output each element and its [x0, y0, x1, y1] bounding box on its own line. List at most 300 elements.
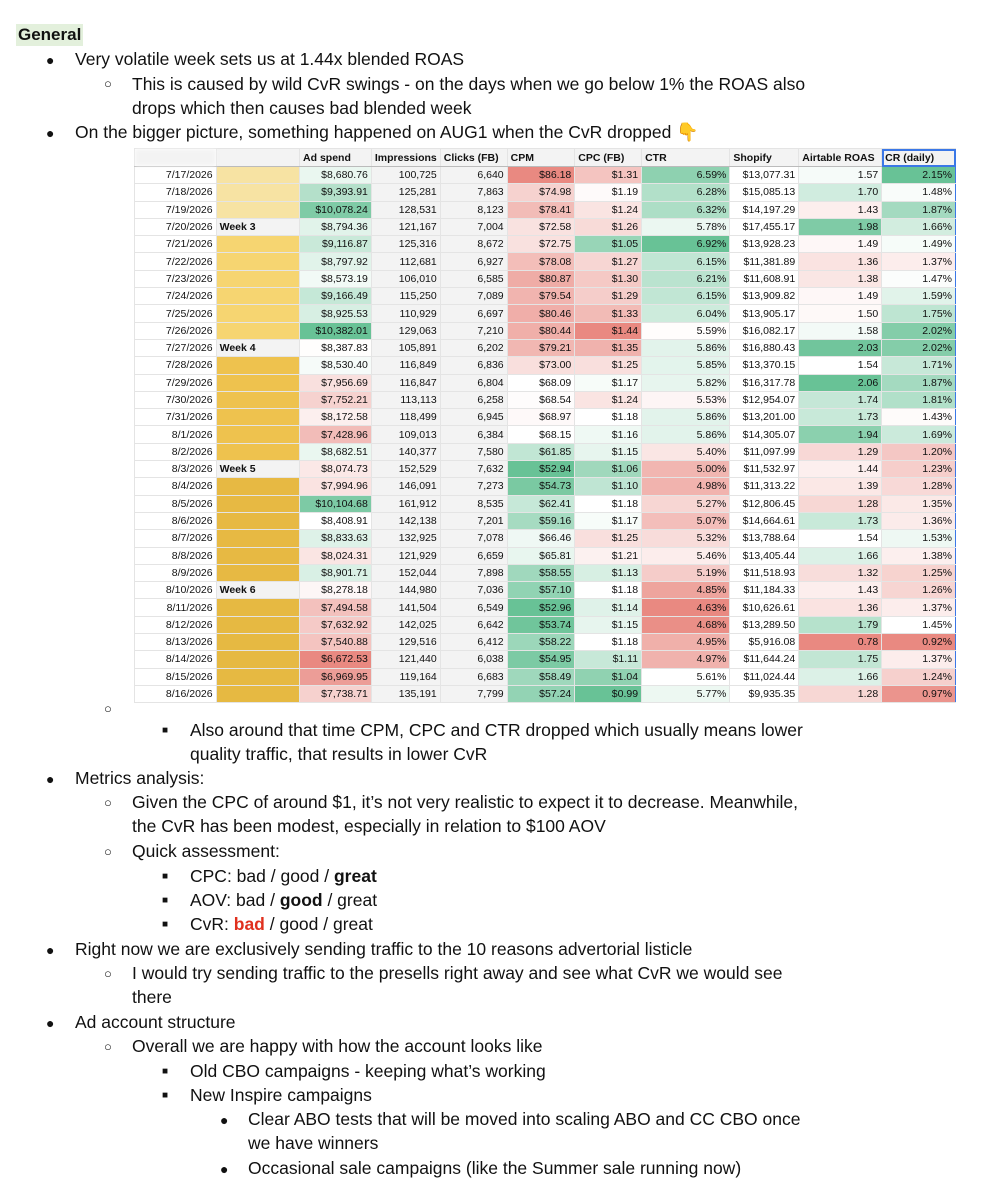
cell-date: 8/2/2026	[135, 443, 217, 460]
cell-clicks: 6,927	[440, 253, 507, 270]
cell-airtable-roas: 2.03	[799, 339, 882, 356]
text-line	[75, 120, 699, 144]
cell-week	[216, 495, 299, 512]
cell-ctr: 6.59%	[642, 167, 730, 184]
text-line: This is caused by wild CvR swings - on the days when we go below 1% the ROAS also	[132, 74, 806, 94]
cell-cpc: $1.15	[575, 443, 642, 460]
table-row	[135, 218, 956, 235]
cell-shopify: $11,518.93	[730, 564, 799, 581]
cell-ctr: 6.21%	[642, 270, 730, 287]
text-line: quality traffic, that results in lower CvR	[190, 744, 488, 764]
cell-shopify: $13,201.00	[730, 409, 799, 426]
cell-cpc: $1.18	[575, 582, 642, 599]
header-ctr: CTR	[642, 149, 730, 167]
table-row	[135, 599, 956, 616]
cell-ctr: 6.92%	[642, 236, 730, 253]
cell-cpm: $62.41	[507, 495, 575, 512]
table-row	[135, 184, 956, 201]
cell-shopify: $14,305.07	[730, 426, 799, 443]
header-cr-daily: CR (daily)	[882, 149, 956, 167]
cell-week: Week 3	[216, 218, 299, 235]
cell-ctr: 5.61%	[642, 668, 730, 685]
cell-impressions: 152,529	[371, 461, 440, 478]
cell-week	[216, 322, 299, 339]
assessment-text: / great	[322, 890, 378, 910]
cell-cpc: $1.04	[575, 668, 642, 685]
cell-ctr: 5.00%	[642, 461, 730, 478]
table-row	[135, 426, 956, 443]
cell-clicks: 6,804	[440, 374, 507, 391]
cell-airtable-roas: 1.66	[799, 547, 882, 564]
cell-airtable-roas: 1.39	[799, 478, 882, 495]
cell-cpc: $1.25	[575, 530, 642, 547]
cell-impressions: 125,316	[371, 236, 440, 253]
cell-date: 8/11/2026	[135, 599, 217, 616]
assessment-aov	[190, 888, 377, 912]
cell-date: 7/27/2026	[135, 339, 217, 356]
cell-shopify: $5,916.08	[730, 634, 799, 651]
cell-date: 8/14/2026	[135, 651, 217, 668]
cell-cr-daily: 1.87%	[882, 374, 956, 391]
table-row	[135, 253, 956, 270]
cell-week	[216, 305, 299, 322]
cell-clicks: 7,863	[440, 184, 507, 201]
cell-cpm: $74.98	[507, 184, 575, 201]
cell-week	[216, 270, 299, 287]
cell-impressions: 128,531	[371, 201, 440, 218]
cell-airtable-roas: 2.06	[799, 374, 882, 391]
cell-ad-spend: $8,024.31	[300, 547, 372, 564]
cell-ad-spend: $8,682.51	[300, 443, 372, 460]
cell-airtable-roas: 1.75	[799, 651, 882, 668]
bullet-circle: ○	[104, 76, 112, 91]
text-line: Occasional sale campaigns (like the Summer sale running now)	[248, 1158, 742, 1178]
cell-shopify: $11,532.97	[730, 461, 799, 478]
cell-airtable-roas: 1.43	[799, 201, 882, 218]
cell-impressions: 100,725	[371, 167, 440, 184]
text-line: Quick assessment:	[132, 841, 280, 861]
cell-ctr: 5.77%	[642, 685, 730, 702]
cell-airtable-roas: 1.44	[799, 461, 882, 478]
cell-date: 7/31/2026	[135, 409, 217, 426]
table-row	[135, 495, 956, 512]
cell-shopify: $11,097.99	[730, 443, 799, 460]
cell-airtable-roas: 1.79	[799, 616, 882, 633]
text-line: we have winners	[248, 1133, 379, 1153]
cell-clicks: 6,038	[440, 651, 507, 668]
cell-ctr: 6.15%	[642, 288, 730, 305]
table-header-row	[135, 149, 956, 167]
cell-cr-daily: 1.24%	[882, 668, 956, 685]
cell-airtable-roas: 1.73	[799, 512, 882, 529]
bullet-dot: ●	[46, 125, 55, 141]
cell-ad-spend: $8,794.36	[300, 218, 372, 235]
cell-clicks: 7,210	[440, 322, 507, 339]
cell-clicks: 7,004	[440, 218, 507, 235]
assessment-text: CPC: bad / good /	[190, 866, 334, 886]
cell-cr-daily: 1.25%	[882, 564, 956, 581]
cell-date: 7/21/2026	[135, 236, 217, 253]
cell-cr-daily: 1.37%	[882, 599, 956, 616]
text-line: Old CBO campaigns - keeping what’s working	[190, 1061, 546, 1081]
cell-cpm: $68.54	[507, 391, 575, 408]
cell-impressions: 119,164	[371, 668, 440, 685]
cell-cpc: $1.24	[575, 391, 642, 408]
cell-clicks: 6,836	[440, 357, 507, 374]
cell-week	[216, 443, 299, 460]
cell-date: 7/28/2026	[135, 357, 217, 374]
cell-impressions: 152,044	[371, 564, 440, 581]
cell-week	[216, 599, 299, 616]
cell-airtable-roas: 1.32	[799, 564, 882, 581]
text-line: the CvR has been modest, especially in relation to $100 AOV	[132, 816, 606, 836]
cell-cpc: $1.18	[575, 495, 642, 512]
cell-cpm: $80.44	[507, 322, 575, 339]
cell-cr-daily: 1.69%	[882, 426, 956, 443]
cell-week	[216, 512, 299, 529]
cell-cpm: $54.73	[507, 478, 575, 495]
cell-clicks: 7,201	[440, 512, 507, 529]
cell-cpc: $1.30	[575, 270, 642, 287]
header-ad-spend: Ad spend	[300, 149, 372, 167]
cell-shopify: $16,880.43	[730, 339, 799, 356]
cell-cpm: $86.18	[507, 167, 575, 184]
header-clicks: Clicks (FB)	[440, 149, 507, 167]
cell-date: 8/16/2026	[135, 685, 217, 702]
cell-impressions: 115,250	[371, 288, 440, 305]
cell-cpm: $66.46	[507, 530, 575, 547]
table-row	[135, 530, 956, 547]
cell-ad-spend: $8,530.40	[300, 357, 372, 374]
cell-clicks: 6,258	[440, 391, 507, 408]
table-row	[135, 201, 956, 218]
cell-date: 8/12/2026	[135, 616, 217, 633]
cell-date: 8/4/2026	[135, 478, 217, 495]
text-line: I would try sending traffic to the presells right away and see what CvR we would see	[132, 963, 783, 983]
cell-airtable-roas: 1.57	[799, 167, 882, 184]
text-line: there	[132, 987, 172, 1007]
cell-ctr: 4.97%	[642, 651, 730, 668]
cell-ctr: 4.68%	[642, 616, 730, 633]
cell-week	[216, 357, 299, 374]
table-row	[135, 685, 956, 702]
cell-airtable-roas: 1.28	[799, 495, 882, 512]
bullet-square: ■	[162, 1090, 169, 1101]
cell-cpm: $78.08	[507, 253, 575, 270]
cell-shopify: $11,313.22	[730, 478, 799, 495]
cell-date: 8/8/2026	[135, 547, 217, 564]
cell-cpc: $1.31	[575, 167, 642, 184]
cell-week	[216, 616, 299, 633]
cell-cr-daily: 1.49%	[882, 236, 956, 253]
cell-date: 7/30/2026	[135, 391, 217, 408]
header-week	[216, 149, 299, 167]
cell-shopify: $16,317.78	[730, 374, 799, 391]
cell-cpc: $1.29	[575, 288, 642, 305]
cell-week	[216, 236, 299, 253]
cell-week: Week 6	[216, 582, 299, 599]
cell-ctr: 4.95%	[642, 634, 730, 651]
cell-ad-spend: $8,797.92	[300, 253, 372, 270]
cell-cpc: $1.35	[575, 339, 642, 356]
cell-cr-daily: 1.48%	[882, 184, 956, 201]
cell-clicks: 7,089	[440, 288, 507, 305]
cell-date: 7/19/2026	[135, 201, 217, 218]
cell-ctr: 5.46%	[642, 547, 730, 564]
cell-week	[216, 184, 299, 201]
cell-clicks: 6,697	[440, 305, 507, 322]
cell-impressions: 116,847	[371, 374, 440, 391]
cell-cpm: $68.09	[507, 374, 575, 391]
text-line: Also around that time CPM, CPC and CTR dropped which usually means lower	[190, 720, 803, 740]
cell-clicks: 7,799	[440, 685, 507, 702]
cell-week	[216, 634, 299, 651]
table-row	[135, 409, 956, 426]
cell-ad-spend: $9,393.91	[300, 184, 372, 201]
cell-shopify: $13,905.17	[730, 305, 799, 322]
cell-clicks: 7,632	[440, 461, 507, 478]
cell-week	[216, 478, 299, 495]
cell-shopify: $11,024.44	[730, 668, 799, 685]
table-row	[135, 564, 956, 581]
cell-cpc: $1.15	[575, 616, 642, 633]
header-airtable-roas: Airtable ROAS	[799, 149, 882, 167]
assessment-text: AOV: bad /	[190, 890, 280, 910]
cell-ctr: 5.27%	[642, 495, 730, 512]
cell-impressions: 112,681	[371, 253, 440, 270]
cell-impressions: 129,516	[371, 634, 440, 651]
cell-week	[216, 253, 299, 270]
cell-ad-spend: $6,969.95	[300, 668, 372, 685]
cell-cpm: $58.22	[507, 634, 575, 651]
cell-cpc: $1.21	[575, 547, 642, 564]
cell-clicks: 6,549	[440, 599, 507, 616]
cell-week	[216, 547, 299, 564]
cell-date: 7/18/2026	[135, 184, 217, 201]
cell-cpm: $61.85	[507, 443, 575, 460]
cell-ad-spend: $7,632.92	[300, 616, 372, 633]
cell-cpm: $80.46	[507, 305, 575, 322]
assessment-text: CvR:	[190, 914, 234, 934]
cell-clicks: 6,642	[440, 616, 507, 633]
cell-cr-daily: 0.97%	[882, 685, 956, 702]
bullet-square: ■	[162, 919, 169, 930]
cell-shopify: $9,935.35	[730, 685, 799, 702]
cell-cpm: $72.58	[507, 218, 575, 235]
cell-airtable-roas: 1.70	[799, 184, 882, 201]
cell-date: 8/10/2026	[135, 582, 217, 599]
cell-ad-spend: $7,494.58	[300, 599, 372, 616]
assessment-highlight: great	[333, 866, 377, 886]
cell-clicks: 6,945	[440, 409, 507, 426]
cell-impressions: 146,091	[371, 478, 440, 495]
bullet-square: ■	[162, 895, 169, 906]
cell-week	[216, 668, 299, 685]
section-heading-general: General	[18, 25, 82, 44]
cell-ctr: 6.28%	[642, 184, 730, 201]
cell-week	[216, 374, 299, 391]
bullet-circle: ○	[104, 966, 112, 981]
cell-date: 8/3/2026	[135, 461, 217, 478]
cell-clicks: 6,585	[440, 270, 507, 287]
header-shopify: Shopify	[730, 149, 799, 167]
cell-ad-spend: $8,408.91	[300, 512, 372, 529]
cell-week	[216, 426, 299, 443]
cell-shopify: $15,085.13	[730, 184, 799, 201]
cell-ad-spend: $9,116.87	[300, 236, 372, 253]
cell-airtable-roas: 1.43	[799, 582, 882, 599]
cell-ctr: 4.85%	[642, 582, 730, 599]
cell-ctr: 5.86%	[642, 409, 730, 426]
cell-cpc: $1.16	[575, 426, 642, 443]
cell-cpc: $1.17	[575, 512, 642, 529]
cell-airtable-roas: 1.49	[799, 288, 882, 305]
cell-cpm: $52.96	[507, 599, 575, 616]
cell-cr-daily: 1.28%	[882, 478, 956, 495]
cell-cr-daily: 1.20%	[882, 443, 956, 460]
bullet-circle: ○	[104, 701, 112, 716]
cell-ctr: 5.07%	[642, 512, 730, 529]
assessment-text: / good / great	[264, 914, 373, 934]
cell-impressions: 121,440	[371, 651, 440, 668]
cell-ad-spend: $9,166.49	[300, 288, 372, 305]
cell-ctr: 5.53%	[642, 391, 730, 408]
bullet-square: ■	[162, 725, 169, 736]
table-row	[135, 391, 956, 408]
table-row	[135, 357, 956, 374]
cell-week	[216, 530, 299, 547]
cell-impressions: 141,504	[371, 599, 440, 616]
cell-shopify: $13,370.15	[730, 357, 799, 374]
cell-ad-spend: $8,833.63	[300, 530, 372, 547]
cell-clicks: 7,273	[440, 478, 507, 495]
bullet-circle: ○	[104, 795, 112, 810]
cell-cpc: $1.27	[575, 253, 642, 270]
cell-clicks: 6,683	[440, 668, 507, 685]
cell-week	[216, 167, 299, 184]
cell-ad-spend: $7,738.71	[300, 685, 372, 702]
cell-cpc: $1.44	[575, 322, 642, 339]
cell-ad-spend: $8,278.18	[300, 582, 372, 599]
cell-cpc: $1.24	[575, 201, 642, 218]
cell-ctr: 5.59%	[642, 322, 730, 339]
cell-cpc: $1.14	[575, 599, 642, 616]
cell-impressions: 129,063	[371, 322, 440, 339]
text-line: Overall we are happy with how the account looks like	[132, 1036, 543, 1056]
cell-impressions: 144,980	[371, 582, 440, 599]
cell-cpc: $1.05	[575, 236, 642, 253]
cell-airtable-roas: 1.66	[799, 668, 882, 685]
cell-cpm: $58.55	[507, 564, 575, 581]
pointing-down-icon: 👇	[676, 122, 699, 142]
cell-impressions: 121,929	[371, 547, 440, 564]
cell-impressions: 140,377	[371, 443, 440, 460]
cell-cpc: $1.26	[575, 218, 642, 235]
cell-cr-daily: 1.75%	[882, 305, 956, 322]
cell-airtable-roas: 1.98	[799, 218, 882, 235]
cell-airtable-roas: 1.29	[799, 443, 882, 460]
cell-impressions: 106,010	[371, 270, 440, 287]
cell-date: 7/29/2026	[135, 374, 217, 391]
cell-cr-daily: 1.23%	[882, 461, 956, 478]
table-row	[135, 374, 956, 391]
cell-airtable-roas: 1.38	[799, 270, 882, 287]
cell-shopify: $10,626.61	[730, 599, 799, 616]
cell-date: 8/6/2026	[135, 512, 217, 529]
text-line: Right now we are exclusively sending traffic to the 10 reasons advertorial listicle	[75, 939, 693, 959]
cell-shopify: $11,644.24	[730, 651, 799, 668]
cell-date: 7/17/2026	[135, 167, 217, 184]
cell-clicks: 6,202	[440, 339, 507, 356]
cell-ad-spend: $7,956.69	[300, 374, 372, 391]
cell-date: 7/20/2026	[135, 218, 217, 235]
cell-cr-daily: 1.37%	[882, 253, 956, 270]
bullet-square: ■	[162, 1066, 169, 1077]
cell-clicks: 8,535	[440, 495, 507, 512]
bullet-dot: ●	[220, 1161, 229, 1177]
cell-clicks: 7,898	[440, 564, 507, 581]
cell-cr-daily: 1.71%	[882, 357, 956, 374]
cell-airtable-roas: 1.58	[799, 322, 882, 339]
table-row	[135, 512, 956, 529]
header-cpc: CPC (FB)	[575, 149, 642, 167]
cell-impressions: 161,912	[371, 495, 440, 512]
cell-shopify: $13,405.44	[730, 547, 799, 564]
cell-cr-daily: 1.66%	[882, 218, 956, 235]
cell-airtable-roas: 1.50	[799, 305, 882, 322]
cell-ad-spend: $8,901.71	[300, 564, 372, 581]
cell-cpc: $1.17	[575, 374, 642, 391]
cell-cpm: $54.95	[507, 651, 575, 668]
cell-cpc: $0.99	[575, 685, 642, 702]
cell-week	[216, 651, 299, 668]
table-row	[135, 339, 956, 356]
cell-date: 7/24/2026	[135, 288, 217, 305]
cell-ad-spend: $8,925.53	[300, 305, 372, 322]
assessment-cpc	[190, 864, 377, 888]
cell-airtable-roas: 1.54	[799, 530, 882, 547]
cell-impressions: 132,925	[371, 530, 440, 547]
assessment-highlight: good	[279, 890, 323, 910]
cell-shopify: $11,184.33	[730, 582, 799, 599]
cell-ad-spend: $8,573.19	[300, 270, 372, 287]
cell-cpm: $68.97	[507, 409, 575, 426]
cell-impressions: 118,499	[371, 409, 440, 426]
cell-ad-spend: $8,680.76	[300, 167, 372, 184]
cell-airtable-roas: 1.54	[799, 357, 882, 374]
cell-ctr: 5.40%	[642, 443, 730, 460]
cell-ctr: 5.19%	[642, 564, 730, 581]
cell-cpc: $1.18	[575, 409, 642, 426]
cell-date: 7/26/2026	[135, 322, 217, 339]
table-row	[135, 461, 956, 478]
cell-shopify: $17,455.17	[730, 218, 799, 235]
cell-shopify: $13,289.50	[730, 616, 799, 633]
cell-ctr: 5.86%	[642, 339, 730, 356]
cell-week	[216, 409, 299, 426]
cell-cr-daily: 1.81%	[882, 391, 956, 408]
cell-clicks: 6,412	[440, 634, 507, 651]
cell-date: 7/23/2026	[135, 270, 217, 287]
cell-ad-spend: $7,994.96	[300, 478, 372, 495]
cell-ctr: 5.78%	[642, 218, 730, 235]
cell-cr-daily: 1.87%	[882, 201, 956, 218]
cell-date: 8/5/2026	[135, 495, 217, 512]
bullet-dot: ●	[220, 1112, 229, 1128]
cell-ctr: 5.85%	[642, 357, 730, 374]
cell-cpm: $80.87	[507, 270, 575, 287]
bullet-circle: ○	[104, 844, 112, 859]
